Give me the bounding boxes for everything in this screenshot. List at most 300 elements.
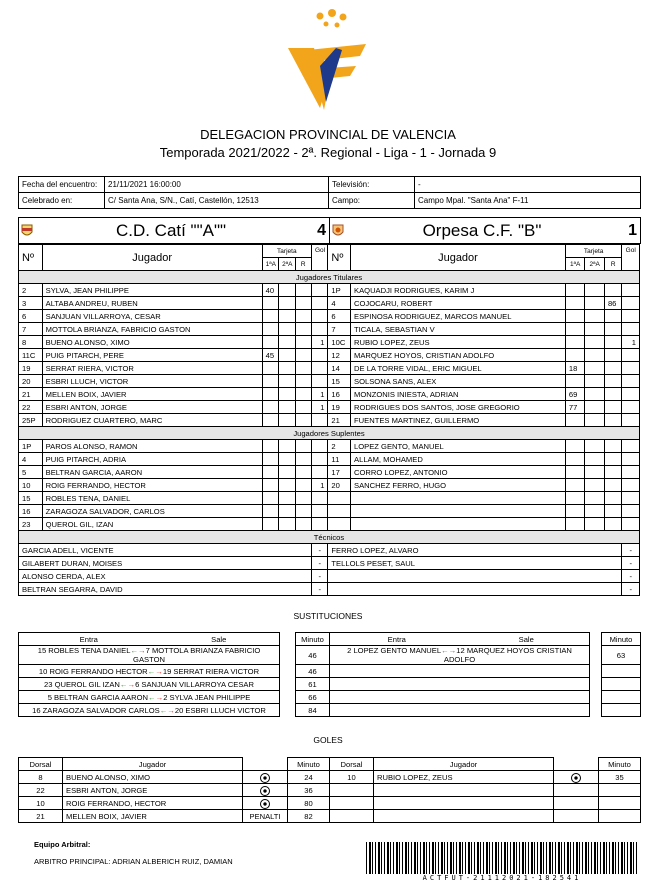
home-goals <box>311 492 327 505</box>
away-yellow2-header: 2ªA <box>585 258 605 271</box>
home-player-number: 1P <box>19 440 43 453</box>
soccer-ball-icon <box>571 773 581 783</box>
away-player-name: LOPEZ GENTO, MANUEL <box>351 440 566 453</box>
away-yellow1: 18 <box>565 362 585 375</box>
away-player-name: RUBIO LOPEZ, ZEUS <box>351 336 566 349</box>
away-red <box>604 518 622 531</box>
away-yellow2 <box>585 297 605 310</box>
away-goals <box>622 349 640 362</box>
away-red <box>604 284 622 297</box>
coach-row <box>19 544 640 557</box>
away-player-number: 11 <box>328 453 351 466</box>
home-coach-name: GILABERT DURAN, MOISES <box>19 557 312 570</box>
away-score: 1 <box>619 218 641 244</box>
home-player-number: 22 <box>19 401 43 414</box>
home-yellow1: 45 <box>262 349 278 362</box>
away-red-header: R <box>604 258 622 271</box>
home-yellow1 <box>262 505 278 518</box>
away-goal-type <box>554 784 599 797</box>
home-player-number: 5 <box>19 466 43 479</box>
coach-row <box>19 557 640 570</box>
coach-row <box>19 583 640 596</box>
home-card-header: Tarjeta <box>262 245 311 258</box>
home-player-name: ROBLES TENA, DANIEL <box>42 492 262 505</box>
home-red <box>295 284 311 297</box>
home-sub-spacer <box>280 646 296 665</box>
home-goal-player: BUENO ALONSO, XIMO <box>63 771 243 784</box>
home-goal-minute: 80 <box>288 797 330 810</box>
away-yellow1 <box>565 518 585 531</box>
substitutions-table <box>18 632 641 717</box>
away-goal-dorsal <box>330 810 374 823</box>
teams-header <box>18 217 641 244</box>
home-yellow2 <box>279 349 295 362</box>
away-yellow2 <box>585 479 605 492</box>
away-player-name: RODRIGUES DOS SANTOS, JOSE GREGORIO <box>351 401 566 414</box>
home-sub-minute: 61 <box>296 678 330 691</box>
home-player-name: BUENO ALONSO, XIMO <box>42 336 262 349</box>
away-yellow1 <box>565 336 585 349</box>
player-row <box>19 323 640 336</box>
home-goal-dorsal: 21 <box>19 810 63 823</box>
away-goal-dorsal <box>330 797 374 810</box>
away-goals <box>622 453 640 466</box>
home-sub-in: 10 ROIG FERRANDO HECTOR <box>38 666 148 676</box>
home-yellow1 <box>262 297 278 310</box>
away-yellow2 <box>585 492 605 505</box>
home-sub-minute: 84 <box>296 704 330 717</box>
home-sub-minute: 46 <box>296 665 330 678</box>
home-red <box>295 479 311 492</box>
away-player-name: CORRO LOPEZ, ANTONIO <box>351 466 566 479</box>
home-sub-out: 2 SYLVA JEAN PHILIPPE <box>163 692 251 702</box>
away-player-name: TICALA, SEBASTIAN V <box>351 323 566 336</box>
venue-label: Celebrado en: <box>19 193 105 209</box>
home-goal-minute: 82 <box>288 810 330 823</box>
home-sub-in-header: Entra <box>19 633 159 646</box>
away-sub-detail <box>330 665 590 678</box>
away-goals <box>622 284 640 297</box>
home-sub-in: 15 ROBLES TENA DANIEL <box>37 646 131 655</box>
away-yellow1 <box>565 297 585 310</box>
home-yellow2 <box>279 479 295 492</box>
home-number-header: Nº <box>19 245 43 271</box>
home-goals <box>311 505 327 518</box>
away-yellow1 <box>565 310 585 323</box>
home-red <box>295 466 311 479</box>
away-red <box>604 440 622 453</box>
away-player-number: 2 <box>328 440 351 453</box>
home-player-number: 2 <box>19 284 43 297</box>
home-goals <box>311 453 327 466</box>
away-red <box>604 492 622 505</box>
away-goal-type <box>554 797 599 810</box>
date-value: 21/11/2021 16:00:00 <box>105 177 329 193</box>
away-sub-in: 2 LOPEZ GENTO MANUEL <box>347 646 442 655</box>
home-shield-icon <box>19 218 35 244</box>
away-player-name: COJOCARU, ROBERT <box>351 297 566 310</box>
sub-out-arrow-icon: → <box>155 666 163 676</box>
away-player-name: DE LA TORRE VIDAL, ERIC MIGUEL <box>351 362 566 375</box>
venue-value: C/ Santa Ana, S/N., Catí, Castellón, 12513 <box>105 193 329 209</box>
home-red <box>295 518 311 531</box>
away-yellow2 <box>585 466 605 479</box>
away-player-number: 16 <box>328 388 351 401</box>
away-yellow2 <box>585 453 605 466</box>
away-player-name: KAQUADJI RODRIGUES, KARIM J <box>351 284 566 297</box>
goal-row <box>19 810 641 823</box>
home-yellow1-header: 1ªA <box>262 258 278 271</box>
home-player-name: PAROS ALONSO, RAMON <box>42 440 262 453</box>
away-sub-out: 12 MARQUEZ HOYOS CRISTIAN ADOLFO <box>443 646 572 664</box>
home-yellow1 <box>262 479 278 492</box>
home-player-name: MOTTOLA BRIANZA, FABRICIO GASTON <box>42 323 262 336</box>
home-yellow1 <box>262 401 278 414</box>
home-goal-minute: 36 <box>288 784 330 797</box>
away-player-name <box>351 492 566 505</box>
away-yellow1 <box>565 492 585 505</box>
away-sub-out-header: Sale <box>464 633 590 646</box>
player-row <box>19 349 640 362</box>
player-row <box>19 336 640 349</box>
player-row <box>19 401 640 414</box>
away-goal-type <box>554 771 599 784</box>
home-player-number: 19 <box>19 362 43 375</box>
home-goal-player: MELLEN BOIX, JAVIER <box>63 810 243 823</box>
away-sub-minute: 63 <box>602 646 641 665</box>
home-player-name: MELLEN BOIX, JAVIER <box>42 388 262 401</box>
away-red <box>604 336 622 349</box>
away-yellow2 <box>585 362 605 375</box>
away-sub-in-header: Entra <box>330 633 464 646</box>
home-sub-out-header: Sale <box>159 633 280 646</box>
away-red <box>604 401 622 414</box>
home-red <box>295 492 311 505</box>
home-player-name: ZARAGOZA SALVADOR, CARLOS <box>42 505 262 518</box>
home-player-number: 11C <box>19 349 43 362</box>
away-player-number: 7 <box>328 323 351 336</box>
home-goals <box>311 440 327 453</box>
home-player-name: ALTABA ANDREU, RUBEN <box>42 297 262 310</box>
away-goals <box>622 492 640 505</box>
home-coach-mark: - <box>311 557 327 570</box>
home-player-name: QUEROL GIL, IZAN <box>42 518 262 531</box>
away-sub-detail <box>330 678 590 691</box>
home-sub-detail <box>19 691 280 704</box>
home-goal-player: ESBRI ANTON, JORGE <box>63 784 243 797</box>
away-player-name: ALLAM, MOHAMED <box>351 453 566 466</box>
home-goal-type <box>243 810 288 823</box>
away-red <box>604 466 622 479</box>
away-yellow2 <box>585 323 605 336</box>
home-yellow1 <box>262 323 278 336</box>
home-yellow1 <box>262 518 278 531</box>
player-row <box>19 362 640 375</box>
home-red-header: R <box>295 258 311 271</box>
home-goals: 1 <box>311 336 327 349</box>
home-sub-minute: 66 <box>296 691 330 704</box>
home-sub-out: 7 MOTTOLA BRIANZA FABRICIO GASTON <box>133 646 261 664</box>
home-player-name: SANJUAN VILLARROYA, CESAR <box>42 310 262 323</box>
barcode-text: ACTFUT-21112021-182541 <box>422 874 582 882</box>
home-goal-dorsal: 10 <box>19 797 63 810</box>
away-sub-minute-header: Minuto <box>602 633 641 646</box>
player-row <box>19 284 640 297</box>
home-goals: 1 <box>311 479 327 492</box>
home-goals <box>311 349 327 362</box>
away-yellow1 <box>565 505 585 518</box>
home-red <box>295 401 311 414</box>
soccer-ball-icon <box>260 786 270 796</box>
sub-in-arrow-icon: ← <box>130 646 139 655</box>
home-goals <box>311 414 327 427</box>
away-goals <box>622 479 640 492</box>
home-player-name: SYLVA, JEAN PHILIPPE <box>42 284 262 297</box>
away-player-name: SOLSONA SANS, ALEX <box>351 375 566 388</box>
away-player-number: 19 <box>328 401 351 414</box>
away-player-header: Jugador <box>351 245 566 271</box>
away-player-number: 6 <box>328 310 351 323</box>
sub-in-arrow-icon: ← <box>147 666 156 676</box>
home-score: 4 <box>308 218 330 244</box>
home-coach-mark: - <box>311 544 327 557</box>
date-label: Fecha del encuentro: <box>19 177 105 193</box>
home-goal-dorsal: 22 <box>19 784 63 797</box>
tv-label: Televisión: <box>329 177 415 193</box>
referee-label: Equipo Arbitral: <box>34 840 91 849</box>
substitution-row <box>19 678 641 691</box>
home-goal-player: ROIG FERRANDO, HECTOR <box>63 797 243 810</box>
sub-out-arrow-icon: → <box>448 646 457 655</box>
tv-value: - <box>415 177 641 193</box>
away-sub-detail <box>330 704 590 717</box>
home-player-number: 25P <box>19 414 43 427</box>
home-goals <box>311 518 327 531</box>
home-player-number: 15 <box>19 492 43 505</box>
goals-title: GOLES <box>313 735 343 745</box>
home-sub-spacer <box>280 704 296 717</box>
referee-principal: ARBITRO PRINCIPAL: ADRIAN ALBERICH RUIZ, DAMIAN <box>34 857 233 866</box>
away-yellow1 <box>565 284 585 297</box>
home-player-number: 10 <box>19 479 43 492</box>
home-red <box>295 362 311 375</box>
home-red <box>295 375 311 388</box>
away-goals <box>622 440 640 453</box>
away-coach-name <box>328 570 622 583</box>
home-yellow2 <box>279 297 295 310</box>
substitution-row <box>19 665 641 678</box>
away-goal-minute <box>599 784 641 797</box>
home-yellow2 <box>279 440 295 453</box>
away-yellow2 <box>585 401 605 414</box>
home-sub-in: 16 ZARAGOZA SALVADOR CARLOS <box>32 705 160 715</box>
home-coach-mark: - <box>311 570 327 583</box>
home-red <box>295 323 311 336</box>
barcode <box>366 842 638 874</box>
away-coach-mark: - <box>622 544 640 557</box>
federation-logo <box>280 8 376 118</box>
section-suplentes: Jugadores Suplentes <box>19 427 640 440</box>
home-goal-type <box>243 784 288 797</box>
away-player-number: 17 <box>328 466 351 479</box>
away-player-number: 15 <box>328 375 351 388</box>
home-yellow2 <box>279 388 295 401</box>
away-coach-mark: - <box>622 583 640 596</box>
away-red <box>604 375 622 388</box>
away-goals <box>622 362 640 375</box>
home-yellow1: 40 <box>262 284 278 297</box>
substitution-row <box>19 646 641 665</box>
away-sub-detail <box>330 646 590 665</box>
away-yellow2 <box>585 414 605 427</box>
away-goals <box>622 505 640 518</box>
away-player-name: MARQUEZ HOYOS, CRISTIAN ADOLFO <box>351 349 566 362</box>
away-coach-mark: - <box>622 557 640 570</box>
away-player-number: 10C <box>328 336 351 349</box>
home-player-name: RODRIGUEZ CUARTERO, MARC <box>42 414 262 427</box>
home-player-number: 7 <box>19 323 43 336</box>
home-sub-detail <box>19 646 280 665</box>
away-yellow1 <box>565 323 585 336</box>
away-yellow2 <box>585 518 605 531</box>
home-player-number: 3 <box>19 297 43 310</box>
away-sub-minute <box>602 691 641 704</box>
home-sub-detail <box>19 678 280 691</box>
away-sub-minute <box>602 704 641 717</box>
home-yellow1 <box>262 362 278 375</box>
sub-in-arrow-icon: ← <box>119 679 128 689</box>
home-goals <box>311 297 327 310</box>
away-player-number: 20 <box>328 479 351 492</box>
sub-out-arrow-icon: → <box>167 705 175 715</box>
away-yellow2 <box>585 310 605 323</box>
away-goal-player <box>374 784 554 797</box>
away-yellow1 <box>565 453 585 466</box>
away-player-number <box>328 505 351 518</box>
away-player-name <box>351 518 566 531</box>
player-row <box>19 414 640 427</box>
away-yellow2 <box>585 336 605 349</box>
home-goal-dorsal-header: Dorsal <box>19 758 63 771</box>
away-yellow2 <box>585 388 605 401</box>
goal-row <box>19 771 641 784</box>
away-goals <box>622 401 640 414</box>
section-titulares: Jugadores Titulares <box>19 271 640 284</box>
away-player-number: 12 <box>328 349 351 362</box>
home-yellow1 <box>262 492 278 505</box>
away-player-name: ESPINOSA RODRIGUEZ, MARCOS MANUEL <box>351 310 566 323</box>
home-sub-spacer <box>280 678 296 691</box>
home-yellow2 <box>279 466 295 479</box>
soccer-ball-icon <box>260 799 270 809</box>
away-red: 86 <box>604 297 622 310</box>
match-info-table <box>18 176 641 209</box>
sub-in-arrow-icon: ← <box>159 705 168 715</box>
home-coach-name: BELTRAN SEGARRA, DAVID <box>19 583 312 596</box>
home-yellow1 <box>262 453 278 466</box>
away-goal-player <box>374 810 554 823</box>
home-yellow1 <box>262 388 278 401</box>
away-yellow1 <box>565 349 585 362</box>
home-player-number: 21 <box>19 388 43 401</box>
away-card-header: Tarjeta <box>565 245 622 258</box>
goal-row <box>19 784 641 797</box>
away-goal-player <box>374 797 554 810</box>
away-red <box>604 414 622 427</box>
away-yellow1: 77 <box>565 401 585 414</box>
home-goals <box>311 323 327 336</box>
player-row <box>19 505 640 518</box>
away-goal-minute: 35 <box>599 771 641 784</box>
away-goal-dorsal-header: Dorsal <box>330 758 374 771</box>
home-goals <box>311 466 327 479</box>
away-yellow2 <box>585 284 605 297</box>
home-yellow1 <box>262 375 278 388</box>
away-red <box>604 323 622 336</box>
home-coach-name: ALONSO CERDA, ALEX <box>19 570 312 583</box>
home-sub-minute-header: Minuto <box>296 633 330 646</box>
away-goals <box>622 414 640 427</box>
coach-row <box>19 570 640 583</box>
away-player-number: 4 <box>328 297 351 310</box>
home-yellow2 <box>279 492 295 505</box>
away-player-name: MONZONIS INIESTA, ADRIAN <box>351 388 566 401</box>
away-goal-dorsal <box>330 784 374 797</box>
home-sub-minute: 46 <box>296 646 330 665</box>
player-row <box>19 375 640 388</box>
home-yellow2 <box>279 375 295 388</box>
home-goal-type <box>243 771 288 784</box>
away-red <box>604 388 622 401</box>
away-goal-dorsal: 10 <box>330 771 374 784</box>
away-sub-spacer <box>590 691 602 704</box>
away-yellow1 <box>565 466 585 479</box>
away-player-name: FUENTES MARTINEZ, GUILLERMO <box>351 414 566 427</box>
home-goal-dorsal: 8 <box>19 771 63 784</box>
home-red <box>295 440 311 453</box>
away-yellow1 <box>565 479 585 492</box>
home-player-header: Jugador <box>42 245 262 271</box>
away-coach-name: TELLOLS PESET, SAUL <box>328 557 622 570</box>
home-goals: 1 <box>311 388 327 401</box>
away-goals <box>622 388 640 401</box>
away-coach-name <box>328 583 622 596</box>
home-goal-minute: 24 <box>288 771 330 784</box>
away-goals: 1 <box>622 336 640 349</box>
home-yellow2 <box>279 453 295 466</box>
away-yellow2 <box>585 440 605 453</box>
home-goals <box>311 362 327 375</box>
goals-table <box>18 757 641 823</box>
away-yellow1: 69 <box>565 388 585 401</box>
home-goal-player-header: Jugador <box>63 758 243 771</box>
home-sub-detail <box>19 665 280 678</box>
home-yellow1 <box>262 466 278 479</box>
player-row <box>19 440 640 453</box>
section-tecnicos: Técnicos <box>19 531 640 544</box>
home-player-name: PUIG PITARCH, PERE <box>42 349 262 362</box>
home-yellow2 <box>279 310 295 323</box>
away-goals <box>622 375 640 388</box>
home-red <box>295 453 311 466</box>
home-player-name: BELTRAN GARCIA, AARON <box>42 466 262 479</box>
player-row <box>19 310 640 323</box>
sub-in-arrow-icon: ← <box>148 692 156 702</box>
away-shield-icon <box>330 218 346 244</box>
sub-out-arrow-icon: → <box>138 646 146 655</box>
away-coach-mark: - <box>622 570 640 583</box>
home-goals <box>311 310 327 323</box>
